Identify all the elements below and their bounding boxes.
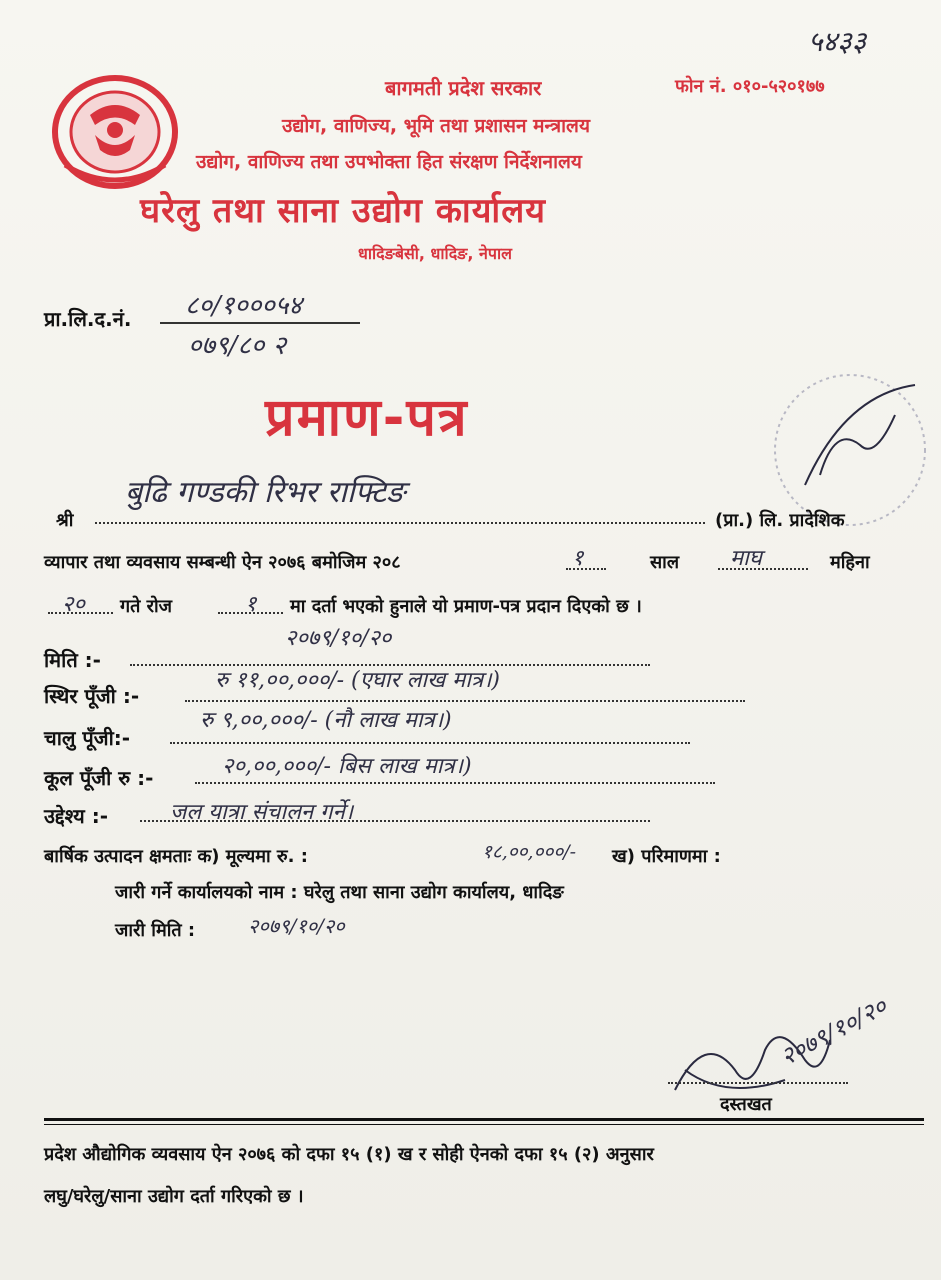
signature-date: २०७९/१०/२०	[775, 992, 892, 1072]
reg-value-1: ८०/१०००५४	[185, 291, 302, 321]
month-fill: माघ	[730, 546, 762, 571]
purpose-dots	[140, 820, 650, 822]
issue-date-value: २०७९/१०/२०	[248, 914, 345, 938]
year-dots	[566, 568, 606, 570]
issuer-label: जारी गर्ने कार्यालयको नाम : घरेलु तथा साना उद्योग कार्यालय, धादिङ	[115, 882, 564, 903]
recipient-prefix: श्री	[56, 510, 74, 531]
fixed-capital-value: रु ११,००,०००/- (एघार लाख मात्र।)	[215, 668, 501, 693]
footer-divider	[44, 1118, 924, 1125]
weekday-dots	[218, 612, 283, 614]
reg-value-2: ०७९/८० २	[188, 331, 287, 361]
header-ministry: उद्योग, वाणिज्य, भूमि तथा प्रशासन मन्त्रालय	[282, 115, 590, 137]
reg-underline	[160, 322, 360, 324]
weekday-fill: १	[245, 592, 257, 617]
date-value: २०७९/१०/२०	[285, 626, 392, 651]
nepal-emblem-icon	[50, 70, 180, 190]
total-capital-dots	[195, 782, 715, 784]
footer-line-1: प्रदेश औद्योगिक व्यवसाय ऐन २०७६ को दफा १५ (१) ख र सोही ऐनको दफा १५ (२) अनुसार	[44, 1144, 654, 1165]
office-name: घरेलु तथा साना उद्योग कार्यालय	[140, 191, 546, 231]
reg-label: प्रा.लि.द.नं.	[44, 307, 132, 331]
year-fill: १	[572, 546, 584, 571]
body-line2-c: महिना	[830, 552, 870, 573]
capacity-value: १८,००,०००/-	[482, 841, 577, 863]
recipient-name: बुढि गण्डकी रिभर राफ्टिङ	[125, 475, 406, 510]
body-line2-a: व्यापार तथा व्यवसाय सम्बन्धी ऐन २०७६ बमोजिम २०८	[44, 552, 401, 573]
header-province: बागमती प्रदेश सरकार	[385, 76, 542, 100]
purpose-value: जल यात्रा संचालन गर्ने।	[170, 800, 354, 825]
certificate-title: प्रमाण-पत्र	[265, 388, 469, 448]
body-line3-b: मा दर्ता भएको हुनाले यो प्रमाण-पत्र प्रदान दिएको छ ।	[290, 596, 642, 617]
date-label: मिति :-	[44, 648, 101, 672]
header-phone: फोन नं. ०१०-५२०१७७	[675, 76, 825, 97]
total-capital-value: २०,००,०००/- बिस लाख मात्र।)	[222, 754, 472, 779]
current-capital-dots	[170, 742, 690, 744]
purpose-label: उद्देश्य :-	[44, 804, 109, 828]
office-address: धादिङबेसी, धादिङ, नेपाल	[358, 244, 512, 263]
footer-line-2: लघु/घरेलु/साना उद्योग दर्ता गरिएको छ ।	[44, 1186, 304, 1207]
capacity-label: बार्षिक उत्पादन क्षमताः क) मूल्यमा रु. :	[44, 846, 308, 867]
capacity-quantity-label: ख) परिमाणमा :	[612, 846, 721, 867]
fixed-capital-dots	[185, 700, 745, 702]
day-fill: २०	[62, 592, 85, 617]
signature-label: दस्तखत	[720, 1094, 772, 1115]
current-capital-value: रु ९,००,०००/- (नौ लाख मात्र।)	[200, 708, 452, 733]
fixed-capital-label: स्थिर पूँजी :-	[44, 684, 140, 708]
month-dots	[718, 568, 808, 570]
day-dots	[48, 612, 113, 614]
current-capital-label: चालु पूँजी:-	[44, 726, 131, 750]
signature-dots	[668, 1082, 848, 1084]
body-line2-b: साल	[650, 552, 680, 573]
issue-date-label: जारी मिति :	[115, 920, 196, 941]
total-capital-label: कूल पूँजी रु :-	[44, 766, 154, 790]
recipient-line	[95, 522, 705, 524]
doc-number: ५४३३	[808, 25, 867, 58]
recipient-suffix: (प्रा.) लि. प्रादेशिक	[715, 510, 845, 531]
body-line3-a: गते रोज	[120, 596, 173, 617]
header-directorate: उद्योग, वाणिज्य तथा उपभोक्ता हित संरक्षण निर्देशनालय	[196, 151, 582, 173]
